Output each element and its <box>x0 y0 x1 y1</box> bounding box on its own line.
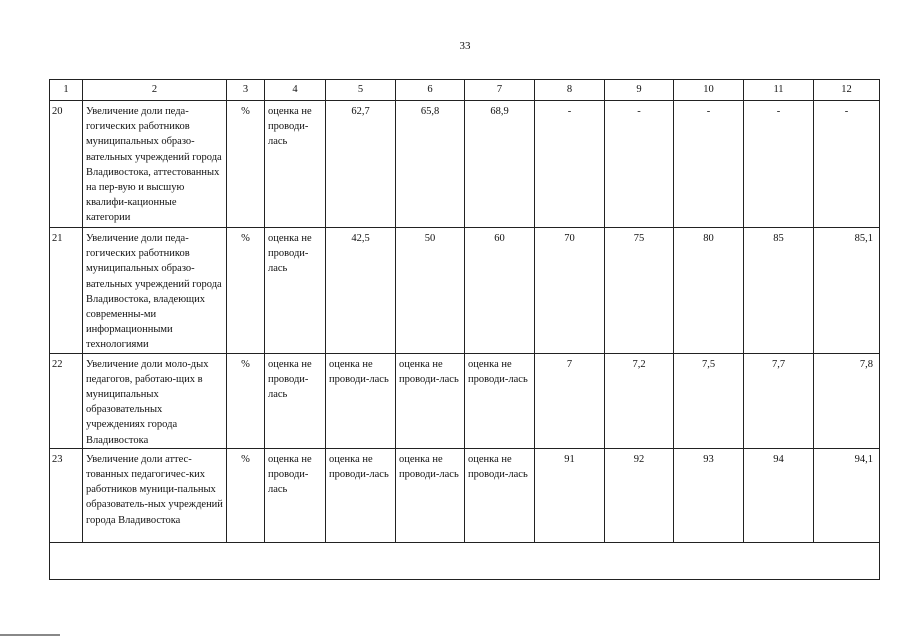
indicator-description: Увеличение доли педа-гогических работников муниципальных образо-вательных учреждений города Владивостока, владеющих современны-ми информационными технологиями <box>83 228 227 354</box>
column-header: 9 <box>605 80 674 101</box>
value-cell: - <box>605 101 674 228</box>
unit-cell: % <box>227 448 265 542</box>
value-cell: оценка не проводи-лась <box>396 353 465 448</box>
value-cell: 91 <box>535 448 605 542</box>
value-cell: оценка не проводи-лась <box>396 448 465 542</box>
column-header: 2 <box>83 80 227 101</box>
table-footer-row <box>50 542 880 579</box>
value-cell: 65,8 <box>396 101 465 228</box>
value-cell: 92 <box>605 448 674 542</box>
row-number: 20 <box>50 101 83 228</box>
value-cell: 80 <box>674 228 744 354</box>
table-row <box>50 353 880 448</box>
indicator-description: Увеличение доли педа-гогических работников муниципальных образо-вательных учреждений города Владивостока, аттестованных на пер-вую и высшую квалифи-кационные категории <box>83 101 227 228</box>
row-number: 21 <box>50 228 83 354</box>
value-cell: 7,5 <box>674 353 744 448</box>
column-header: 11 <box>744 80 814 101</box>
column-header: 6 <box>396 80 465 101</box>
value-cell: 62,7 <box>326 101 396 228</box>
value-cell: 85 <box>744 228 814 354</box>
column-header: 1 <box>50 80 83 101</box>
indicator-description: Увеличение доли моло-дых педагогов, работаю-щих в муниципальных образовательных учреждениях города Владивостока <box>83 353 227 448</box>
column-header: 5 <box>326 80 396 101</box>
value-cell: 75 <box>605 228 674 354</box>
value-cell: оценка не проводи-лась <box>265 448 326 542</box>
value-cell: 7 <box>535 353 605 448</box>
value-cell: 85,1 <box>814 228 880 354</box>
column-header: 10 <box>674 80 744 101</box>
value-cell: 70 <box>535 228 605 354</box>
column-header: 8 <box>535 80 605 101</box>
value-cell: - <box>814 101 880 228</box>
unit-cell: % <box>227 101 265 228</box>
value-cell: - <box>744 101 814 228</box>
value-cell: 94 <box>744 448 814 542</box>
value-cell: - <box>674 101 744 228</box>
value-cell: 60 <box>465 228 535 354</box>
indicator-description: Увеличение доли аттес-тованных педагогичес-ких работников муници-пальных образователь-ных учреждений города Владивостока <box>83 448 227 542</box>
table-row <box>50 101 880 228</box>
value-cell: оценка не проводи-лась <box>326 448 396 542</box>
value-cell: - <box>535 101 605 228</box>
row-number: 22 <box>50 353 83 448</box>
table-row <box>50 448 880 542</box>
table-header-row <box>50 80 880 101</box>
page-number: 33 <box>459 40 471 52</box>
column-header: 7 <box>465 80 535 101</box>
value-cell: 42,5 <box>326 228 396 354</box>
value-cell: оценка не проводи-лась <box>465 353 535 448</box>
value-cell: оценка не проводи-лась <box>265 101 326 228</box>
value-cell: оценка не проводи-лась <box>265 353 326 448</box>
empty-footer-cell <box>50 542 880 579</box>
value-cell: оценка не проводи-лась <box>326 353 396 448</box>
value-cell: оценка не проводи-лась <box>465 448 535 542</box>
value-cell: 7,8 <box>814 353 880 448</box>
value-cell: 68,9 <box>465 101 535 228</box>
unit-cell: % <box>227 353 265 448</box>
column-header: 4 <box>265 80 326 101</box>
scan-edge-rule <box>0 634 60 636</box>
value-cell: 50 <box>396 228 465 354</box>
indicators-table <box>49 79 880 580</box>
unit-cell: % <box>227 228 265 354</box>
value-cell: 94,1 <box>814 448 880 542</box>
value-cell: 93 <box>674 448 744 542</box>
value-cell: 7,7 <box>744 353 814 448</box>
column-header: 12 <box>814 80 880 101</box>
column-header: 3 <box>227 80 265 101</box>
value-cell: оценка не проводи-лась <box>265 228 326 354</box>
table-row <box>50 228 880 354</box>
row-number: 23 <box>50 448 83 542</box>
value-cell: 7,2 <box>605 353 674 448</box>
